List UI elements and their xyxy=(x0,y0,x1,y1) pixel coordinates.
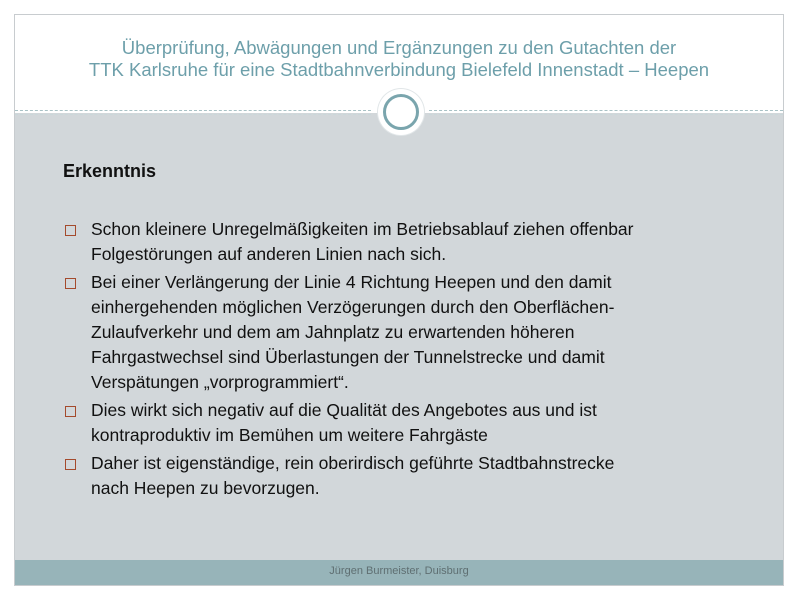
bullet-text-line: Schon kleinere Unregelmäßigkeiten im Betriebsablauf ziehen offenbar xyxy=(91,219,634,239)
header-divider-right-2 xyxy=(429,114,783,115)
slide-title xyxy=(15,37,783,81)
bullet-text-line: Verspätungen „vorprogrammiert“. xyxy=(91,372,349,392)
square-bullet-icon xyxy=(65,406,76,417)
title-line-1: Überprüfung, Abwägungen und Ergänzungen zu den Gutachten der xyxy=(121,37,677,58)
bullet-item xyxy=(65,270,755,395)
bullet-text-line: Folgestörungen auf anderen Linien nach sich. xyxy=(91,244,447,264)
footer-author: Jürgen Burmeister, Duisburg xyxy=(329,565,469,577)
bullet-text-line: Zulaufverkehr und dem am Jahnplatz zu erwartenden höheren xyxy=(91,322,575,342)
bullet-item xyxy=(65,398,755,448)
bullet-text-line: kontraproduktiv im Bemühen um weitere Fahrgäste xyxy=(91,425,488,445)
square-bullet-icon xyxy=(65,278,76,289)
ring-ornament-icon xyxy=(383,94,419,130)
bullet-text-line: Dies wirkt sich negativ auf die Qualität des Angebotes aus und ist xyxy=(91,400,597,420)
header-divider-left xyxy=(15,110,371,111)
square-bullet-icon xyxy=(65,459,76,470)
bullet-text-line: einhergehenden möglichen Verzögerungen durch den Oberflächen- xyxy=(91,297,615,317)
bullet-text-line: Bei einer Verlängerung der Linie 4 Richtung Heepen und den damit xyxy=(91,272,612,292)
header-divider-right xyxy=(429,110,783,111)
bullet-item xyxy=(65,451,755,501)
header-divider-left-2 xyxy=(15,114,371,115)
bullet-text-line: nach Heepen zu bevorzugen. xyxy=(91,478,320,498)
slide xyxy=(14,14,784,586)
bullet-text-line: Daher ist eigenständige, rein oberirdisch geführte Stadtbahnstrecke xyxy=(91,453,615,473)
section-heading: Erkenntnis xyxy=(63,161,157,181)
square-bullet-icon xyxy=(65,225,76,236)
title-line-2: TTK Karlsruhe für eine Stadtbahnverbindung Bielefeld Innenstadt – Heepen xyxy=(88,59,710,80)
slide-footer xyxy=(15,560,783,585)
bullet-list xyxy=(65,217,755,504)
bullet-item xyxy=(65,217,755,267)
bullet-text-line: Fahrgastwechsel sind Überlastungen der Tunnelstrecke und damit xyxy=(91,347,605,367)
